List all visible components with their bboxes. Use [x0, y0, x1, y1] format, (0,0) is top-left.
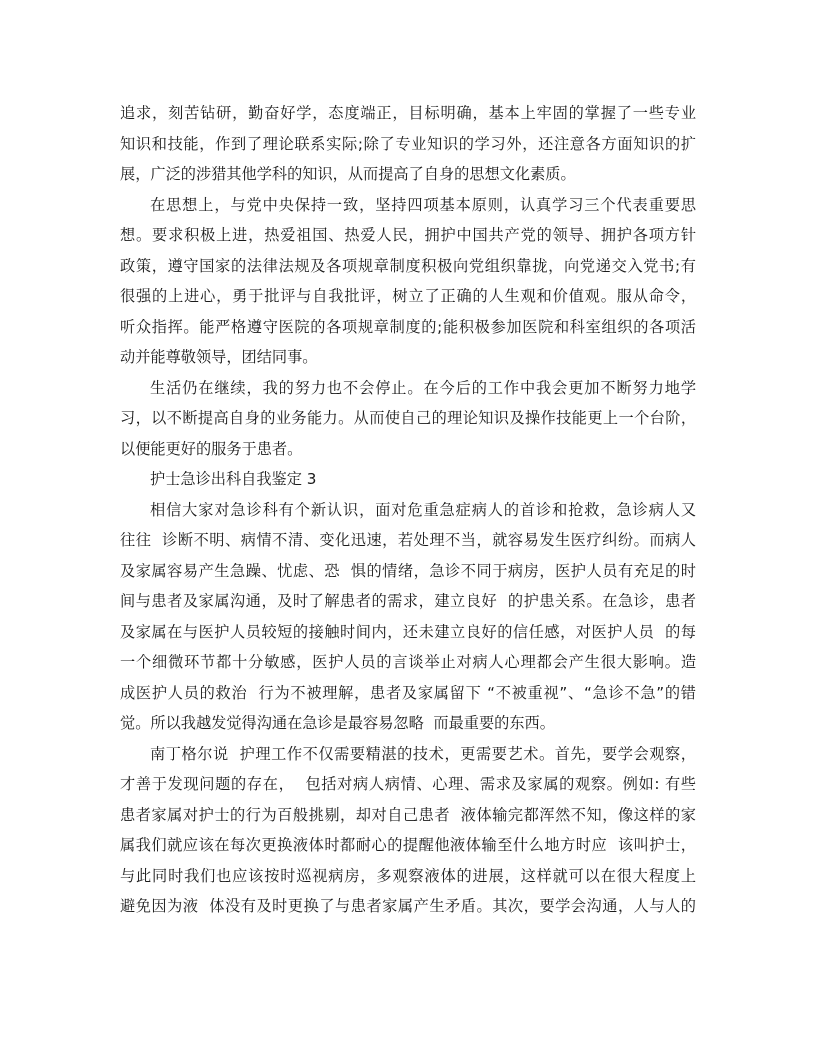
paragraph-emergency — [120, 495, 696, 739]
text-line: 与此同时我们也应该按时巡视病房，多观察液体的进展，这样就可以在很大程度上 — [120, 866, 696, 885]
text-line: 间与患者及家属沟通，及时了解患者的需求，建立良好 的护患关系。在急诊，患者 — [120, 592, 696, 610]
text-line: 以便能更好的服务于患者。 — [120, 439, 303, 458]
section-heading-text: 护士急诊出科自我鉴定 3 — [150, 470, 317, 488]
text-line: 习，以不断提高自身的业务能力。从而使自己的理论知识及操作技能更上一个台阶， — [120, 409, 696, 427]
text-line: 相信大家对急诊科有个新认识，面对危重急症病人的首诊和抢救，急诊病人又 — [150, 500, 696, 519]
text-line: 南丁格尔说 护理工作不仅需要精湛的技术，更需要艺术。首先，要学会观察， — [150, 744, 696, 763]
text-line: 想。要求积极上进，热爱祖国、热爱人民，拥护中国共产党的领导、拥护各项方针 — [120, 226, 696, 244]
paragraph-nightingale — [120, 739, 696, 922]
text-line: 很强的上进心，勇于批评与自我批评，树立了正确的人生观和价值观。服从命令， — [120, 287, 696, 305]
text-line: 政策，遵守国家的法律法规及各项规章制度积极向党组织靠拢，向党递交入党书;有 — [120, 256, 696, 275]
paragraph-ideology — [120, 190, 696, 373]
text-line: 避免因为液 体没有及时更换了与患者家属产生矛盾。其次，要学会沟通，人与人的 — [120, 897, 696, 915]
text-line: 及家属在与医护人员较短的接触时间内，还未建立良好的信任感，对医护人员 的每 — [120, 622, 696, 641]
paragraph-future — [120, 373, 696, 465]
text-line: 在思想上，与党中央保持一致，坚持四项基本原则，认真学习三个代表重要思 — [150, 195, 696, 214]
text-line: 追求，刻苦钻研，勤奋好学，态度端正，目标明确，基本上牢固的掌握了一些专业 — [120, 104, 696, 122]
text-line: 动并能尊敬领导，团结同事。 — [120, 348, 318, 366]
text-line: 生活仍在继续，我的努力也不会停止。在今后的工作中我会更加不断努力地学 — [150, 378, 696, 397]
text-line: 展，广泛的涉猎其他学科的知识，从而提高了自身的思想文化素质。 — [120, 165, 576, 183]
text-line: 一个细微环节都十分敏感，医护人员的言谈举止对病人心理都会产生很大影响。造 — [120, 653, 696, 671]
text-line: 患者家属对护士的行为百般挑剔，却对自己患者 液体输完都浑然不知，像这样的家 — [120, 805, 696, 824]
text-line: 听众指挥。能严格遵守医院的各项规章制度的;能积极参加医院和科室组织的各项活 — [120, 317, 696, 336]
paragraph-study — [120, 98, 696, 190]
text-line: 知识和技能，作到了理论联系实际;除了专业知识的学习外，还注意各方面知识的扩 — [120, 134, 696, 153]
text-line: 属我们就应该在每次更换液体时都耐心的提醒他液体输至什么地方时应 该叫护士， — [120, 836, 696, 854]
text-line: 成医护人员的救治 行为不被理解，患者及家属留下 “不被重视”、“急诊不急”的错 — [120, 683, 696, 702]
document-page — [120, 98, 696, 922]
text-line: 才善于发现问题的存在， 包括对病人病情、心理、需求及家属的观察。例如: 有些 — [120, 775, 696, 793]
section-heading — [120, 464, 696, 495]
text-line: 往往 诊断不明、病情不清、变化迅速，若处理不当，就容易发生医疗纠纷。而病人 — [120, 531, 696, 549]
text-line: 及家属容易产生急躁、忧虑、恐 惧的情绪，急诊不同于病房，医护人员有充足的时 — [120, 561, 696, 580]
text-line: 觉。所以我越发觉得沟通在急诊是最容易忽略 而最重要的东西。 — [120, 714, 555, 732]
